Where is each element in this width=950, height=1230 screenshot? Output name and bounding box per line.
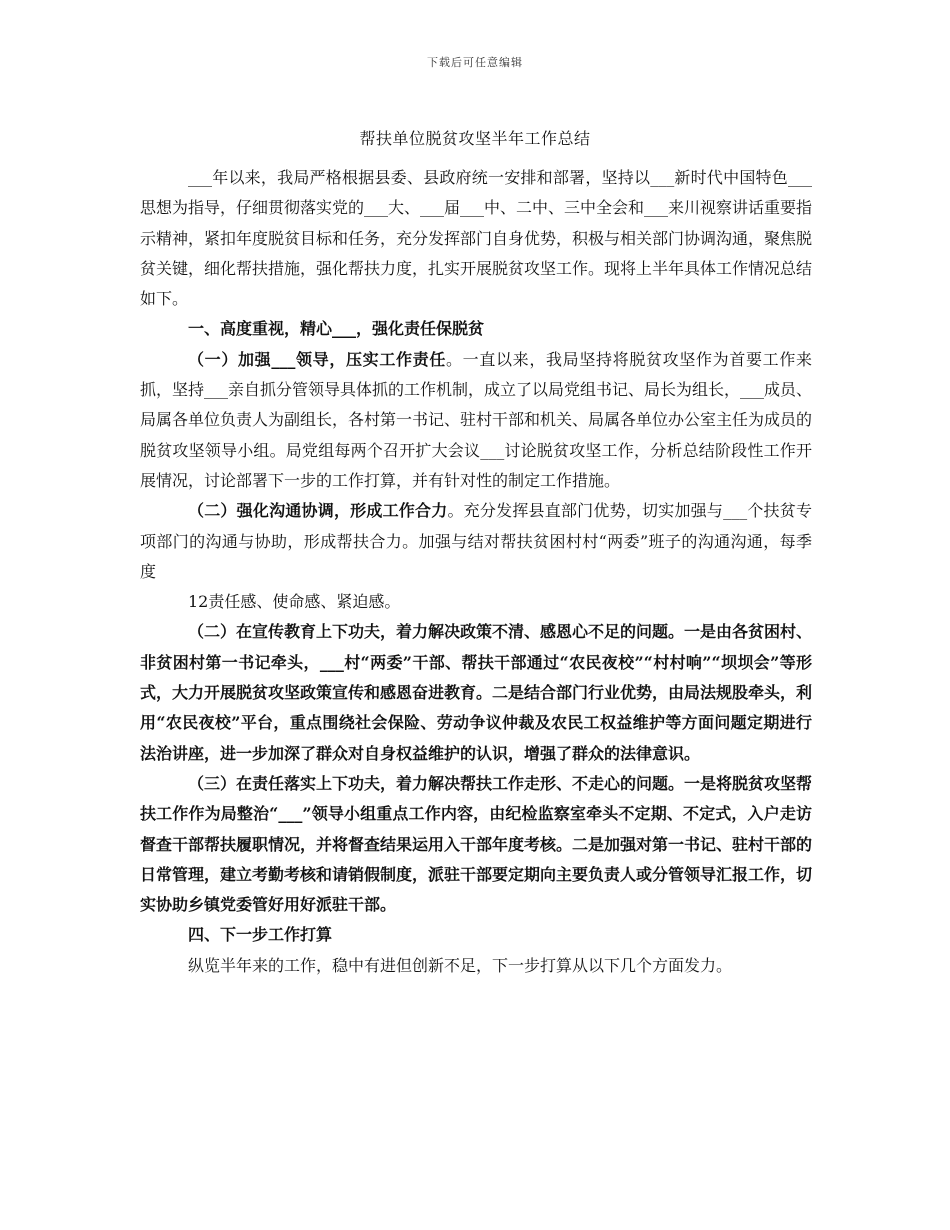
section-1-heading: 一、高度重视，精心___，强化责任保脱贫	[188, 319, 485, 339]
subsection-2-paragraph	[140, 496, 812, 587]
section-4-heading: 四、下一步工作打算	[188, 925, 333, 945]
document-body	[140, 163, 812, 981]
subsection-1-text: 。一直以来，我局坚持将脱贫攻坚作为首要工作来抓，坚持___亲自抓分管领导具体抓的工作机制，成立了以局党组书记、局长为组长，___成员、局属各单位负责人为副组长，各村第一书记、驻村干部和机关、局属各单位办公室主任为成员的脱贫攻坚领导小组。局党组每两个召开扩大会议___讨论脱贫攻坚工作，分析总结阶段性工作开展情况，讨论部署下一步的工作打算，并有针对性的制定工作措施。	[140, 349, 813, 490]
subsection-2-text: 。充分发挥县直部门优势，切实加强与___个扶贫专项部门的沟通与协助，形成帮扶合力。加强与结对帮扶贫困村村“两委”班子的沟通沟通，每季度	[140, 501, 812, 581]
intro-paragraph: ___年以来，我局严格根据县委、县政府统一安排和部署，坚持以___新时代中国特色___思想为指导，仔细贯彻落实党的___大、___届___中、二中、三中全会和___来川视察讲话重要指示精神，紧扣年度脱贫目标和任务，充分发挥部门自身优势，积极与相关部门协调沟通，聚焦脱贫关键，细化帮扶措施，强化帮扶力度，扎实开展脱贫攻坚工作。现将上半年具体工作情况总结如下。	[140, 168, 813, 309]
closing-paragraph: 纵览半年来的工作，稳中有进但创新不足，下一步打算从以下几个方面发力。	[188, 955, 733, 975]
responsibility-paragraph: （三）在责任落实上下功夫，着力解决帮扶工作走形、不走心的问题。一是将脱贫攻坚帮扶工作作为局整治“___”领导小组重点工作内容，由纪检监察室牵头不定期、不定式，入户走访督查干部帮扶履职情况，并将督查结果运用入干部年度考核。二是加强对第一书记、驻村干部的日常管理，建立考勤考核和请销假制度，派驻干部要定期向主要负责人或分管领导汇报工作，切实协助乡镇党委管好用好派驻干部。	[140, 773, 813, 915]
subsection-1-paragraph	[140, 345, 812, 496]
header-note: 下载后可任意编辑	[427, 56, 523, 69]
subsection-1-heading: （一）加强___领导，压实工作责任	[188, 349, 446, 369]
fragment-line: 12责任感、使命感、紧迫感。	[188, 592, 401, 612]
document-title: 帮扶单位脱贫攻坚半年工作总结	[359, 129, 591, 148]
publicity-paragraph: （二）在宣传教育上下功夫，着力解决政策不清、感恩心不足的问题。一是由各贫困村、非贫困村第一书记牵头，___村“两委”干部、帮扶干部通过“农民夜校”“村村响”“坝坝会”等形式，大力开展脱贫攻坚政策宣传和感恩奋进教育。二是结合部门行业优势，由局法规股牵头，利用“农民夜校”平台，重点围绕社会保险、劳动争议仲裁及农民工权益维护等方面问题定期进行法治讲座，进一步加深了群众对自身权益维护的认识，增强了群众的法律意识。	[140, 622, 813, 763]
subsection-2-heading: （二）强化沟通协调，形成工作合力	[188, 501, 448, 521]
